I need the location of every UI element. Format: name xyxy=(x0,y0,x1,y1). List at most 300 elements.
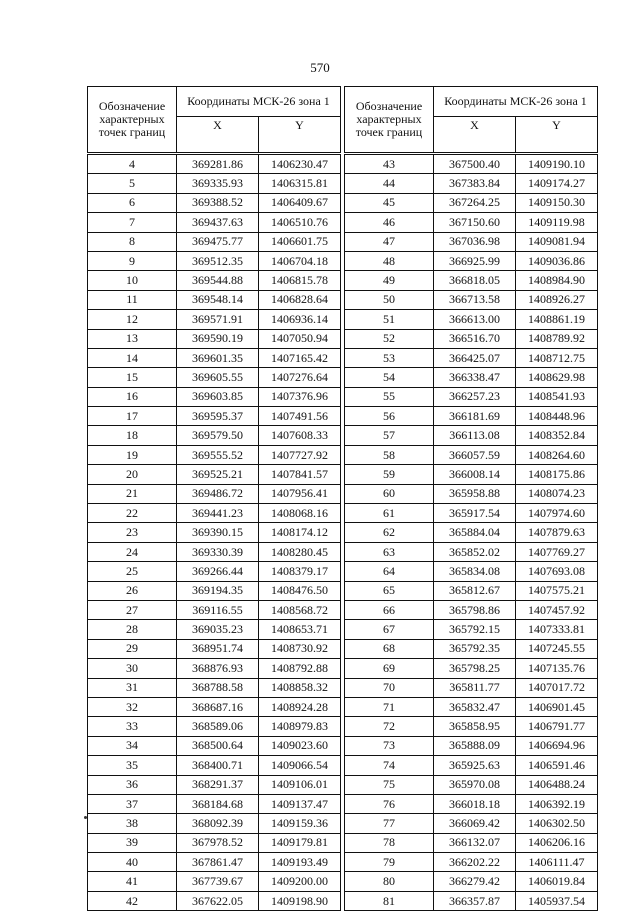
point-number-cell: 78 xyxy=(345,833,434,852)
y-value-cell: 1407245.55 xyxy=(516,639,598,658)
point-number-cell: 21 xyxy=(88,484,177,503)
point-number-cell: 55 xyxy=(345,387,434,406)
y-value-cell: 1408174.12 xyxy=(259,523,341,542)
point-number-cell: 47 xyxy=(345,232,434,251)
y-value-cell: 1406510.76 xyxy=(259,213,341,232)
table-row xyxy=(88,271,341,290)
point-number-cell: 48 xyxy=(345,251,434,270)
point-number-cell: 69 xyxy=(345,659,434,678)
y-value-cell: 1407693.08 xyxy=(516,562,598,581)
y-value-cell: 1409137.47 xyxy=(259,794,341,813)
point-number-cell: 61 xyxy=(345,504,434,523)
x-value-cell: 369512.35 xyxy=(177,251,259,270)
table-row xyxy=(88,193,341,212)
y-value-cell: 1408568.72 xyxy=(259,600,341,619)
y-value-cell: 1406704.18 xyxy=(259,251,341,270)
x-value-cell: 369579.50 xyxy=(177,426,259,445)
y-value-cell: 1409193.49 xyxy=(259,853,341,872)
point-number-cell: 70 xyxy=(345,678,434,697)
x-value-cell: 365811.77 xyxy=(434,678,516,697)
point-number-cell: 73 xyxy=(345,736,434,755)
point-number-cell: 54 xyxy=(345,368,434,387)
point-number-cell: 25 xyxy=(88,562,177,581)
table-row xyxy=(88,154,341,174)
table-row xyxy=(345,154,598,174)
table-row xyxy=(345,620,598,639)
point-number-cell: 51 xyxy=(345,310,434,329)
y-value-cell: 1409119.98 xyxy=(516,213,598,232)
y-value-cell: 1406694.96 xyxy=(516,736,598,755)
y-value-cell: 1406936.14 xyxy=(259,310,341,329)
point-number-cell: 38 xyxy=(88,814,177,833)
point-number-cell: 4 xyxy=(88,154,177,174)
point-number-cell: 35 xyxy=(88,756,177,775)
point-number-cell: 43 xyxy=(345,154,434,174)
x-value-cell: 368687.16 xyxy=(177,697,259,716)
table-row xyxy=(345,872,598,891)
table-row xyxy=(345,271,598,290)
y-value-cell: 1407017.72 xyxy=(516,678,598,697)
table-row xyxy=(345,484,598,503)
y-value-cell: 1407956.41 xyxy=(259,484,341,503)
x-value-cell: 365798.86 xyxy=(434,600,516,619)
x-value-cell: 366008.14 xyxy=(434,465,516,484)
point-number-cell: 65 xyxy=(345,581,434,600)
point-number-cell: 24 xyxy=(88,542,177,561)
y-value-cell: 1406019.84 xyxy=(516,872,598,891)
table-row xyxy=(345,581,598,600)
y-value-cell: 1408068.16 xyxy=(259,504,341,523)
y-value-cell: 1406601.75 xyxy=(259,232,341,251)
table-row xyxy=(345,232,598,251)
table-row xyxy=(345,814,598,833)
x-value-cell: 368291.37 xyxy=(177,775,259,794)
y-value-cell: 1408264.60 xyxy=(516,445,598,464)
table-row xyxy=(88,484,341,503)
y-value-cell: 1407727.92 xyxy=(259,445,341,464)
point-number-cell: 58 xyxy=(345,445,434,464)
table-row xyxy=(345,794,598,813)
point-number-cell: 39 xyxy=(88,833,177,852)
x-value-cell: 369035.23 xyxy=(177,620,259,639)
table-row xyxy=(345,310,598,329)
x-value-cell: 368788.58 xyxy=(177,678,259,697)
y-value-cell: 1407575.21 xyxy=(516,581,598,600)
x-value-cell: 365798.25 xyxy=(434,659,516,678)
x-value-cell: 369486.72 xyxy=(177,484,259,503)
y-value-cell: 1407769.27 xyxy=(516,542,598,561)
point-number-cell: 80 xyxy=(345,872,434,891)
y-value-cell: 1406230.47 xyxy=(259,154,341,174)
point-number-cell: 6 xyxy=(88,193,177,212)
table-row xyxy=(88,504,341,523)
point-number-cell: 31 xyxy=(88,678,177,697)
y-column-header: Y xyxy=(516,117,598,154)
x-value-cell: 365812.67 xyxy=(434,581,516,600)
x-value-cell: 368184.68 xyxy=(177,794,259,813)
x-value-cell: 367861.47 xyxy=(177,853,259,872)
point-number-cell: 62 xyxy=(345,523,434,542)
x-value-cell: 366425.07 xyxy=(434,348,516,367)
y-value-cell: 1409190.10 xyxy=(516,154,598,174)
table-row xyxy=(88,736,341,755)
table-row xyxy=(345,426,598,445)
x-value-cell: 365888.09 xyxy=(434,736,516,755)
y-value-cell: 1406315.81 xyxy=(259,174,341,193)
y-value-cell: 1406488.24 xyxy=(516,775,598,794)
point-number-cell: 79 xyxy=(345,853,434,872)
table-row xyxy=(88,697,341,716)
y-value-cell: 1408858.32 xyxy=(259,678,341,697)
table-row xyxy=(345,174,598,193)
table-row xyxy=(88,833,341,852)
x-value-cell: 366057.59 xyxy=(434,445,516,464)
x-value-cell: 366018.18 xyxy=(434,794,516,813)
point-number-cell: 81 xyxy=(345,891,434,910)
point-number-cell: 77 xyxy=(345,814,434,833)
table-row xyxy=(345,853,598,872)
y-value-cell: 1406111.47 xyxy=(516,853,598,872)
x-value-cell: 369571.91 xyxy=(177,310,259,329)
x-value-cell: 369475.77 xyxy=(177,232,259,251)
point-number-cell: 34 xyxy=(88,736,177,755)
x-value-cell: 369441.23 xyxy=(177,504,259,523)
x-value-cell: 365832.47 xyxy=(434,697,516,716)
page-number: 570 xyxy=(310,60,330,75)
point-number-cell: 44 xyxy=(345,174,434,193)
y-value-cell: 1407276.64 xyxy=(259,368,341,387)
x-value-cell: 368876.93 xyxy=(177,659,259,678)
y-value-cell: 1409200.00 xyxy=(259,872,341,891)
table-row xyxy=(88,407,341,426)
table-row xyxy=(88,174,341,193)
table-row xyxy=(88,775,341,794)
table-row xyxy=(88,872,341,891)
table-row xyxy=(88,523,341,542)
x-value-cell: 365792.35 xyxy=(434,639,516,658)
y-value-cell: 1407165.42 xyxy=(259,348,341,367)
table-body-left xyxy=(88,154,341,911)
point-number-cell: 67 xyxy=(345,620,434,639)
point-number-cell: 18 xyxy=(88,426,177,445)
point-number-cell: 22 xyxy=(88,504,177,523)
x-value-cell: 367150.60 xyxy=(434,213,516,232)
table-row xyxy=(88,562,341,581)
y-value-cell: 1407491.56 xyxy=(259,407,341,426)
point-number-cell: 9 xyxy=(88,251,177,270)
x-value-cell: 366818.05 xyxy=(434,271,516,290)
table-row xyxy=(88,387,341,406)
table-row xyxy=(345,717,598,736)
point-number-cell: 56 xyxy=(345,407,434,426)
x-value-cell: 366713.58 xyxy=(434,290,516,309)
y-value-cell: 1406828.64 xyxy=(259,290,341,309)
y-value-cell: 1408629.98 xyxy=(516,368,598,387)
y-value-cell: 1406409.67 xyxy=(259,193,341,212)
point-number-cell: 11 xyxy=(88,290,177,309)
table-row xyxy=(88,620,341,639)
point-number-cell: 12 xyxy=(88,310,177,329)
table-row xyxy=(345,678,598,697)
table-row xyxy=(88,891,341,910)
x-value-cell: 365792.15 xyxy=(434,620,516,639)
point-number-cell: 15 xyxy=(88,368,177,387)
x-value-cell: 369266.44 xyxy=(177,562,259,581)
point-number-cell: 27 xyxy=(88,600,177,619)
table-row xyxy=(345,387,598,406)
y-value-cell: 1409150.30 xyxy=(516,193,598,212)
coordinate-group-header: Координаты МСК-26 зона 1 xyxy=(434,87,598,117)
y-value-cell: 1408789.92 xyxy=(516,329,598,348)
point-number-cell: 46 xyxy=(345,213,434,232)
y-value-cell: 1408476.50 xyxy=(259,581,341,600)
point-number-cell: 53 xyxy=(345,348,434,367)
table-row xyxy=(88,290,341,309)
table-row xyxy=(88,717,341,736)
coordinates-table-right xyxy=(344,86,598,911)
point-number-cell: 36 xyxy=(88,775,177,794)
x-value-cell: 366357.87 xyxy=(434,891,516,910)
y-value-cell: 1407135.76 xyxy=(516,659,598,678)
x-value-cell: 365917.54 xyxy=(434,504,516,523)
point-number-cell: 26 xyxy=(88,581,177,600)
point-number-cell: 45 xyxy=(345,193,434,212)
x-value-cell: 366069.42 xyxy=(434,814,516,833)
y-value-cell: 1408926.27 xyxy=(516,290,598,309)
y-value-cell: 1409174.27 xyxy=(516,174,598,193)
y-value-cell: 1406791.77 xyxy=(516,717,598,736)
table-row xyxy=(88,445,341,464)
point-number-cell: 64 xyxy=(345,562,434,581)
table-row xyxy=(345,465,598,484)
table-row xyxy=(88,465,341,484)
table-row xyxy=(345,562,598,581)
table-row xyxy=(345,756,598,775)
x-value-cell: 369590.19 xyxy=(177,329,259,348)
y-value-cell: 1408541.93 xyxy=(516,387,598,406)
point-number-cell: 5 xyxy=(88,174,177,193)
y-value-cell: 1409179.81 xyxy=(259,833,341,852)
point-number-cell: 8 xyxy=(88,232,177,251)
x-value-cell: 365970.08 xyxy=(434,775,516,794)
table-row xyxy=(88,794,341,813)
x-value-cell: 366279.42 xyxy=(434,872,516,891)
y-value-cell: 1408280.45 xyxy=(259,542,341,561)
table-row xyxy=(345,251,598,270)
table-row xyxy=(345,445,598,464)
x-value-cell: 365884.04 xyxy=(434,523,516,542)
x-value-cell: 366925.99 xyxy=(434,251,516,270)
table-row xyxy=(88,542,341,561)
y-value-cell: 1407841.57 xyxy=(259,465,341,484)
x-value-cell: 369194.35 xyxy=(177,581,259,600)
x-value-cell: 368092.39 xyxy=(177,814,259,833)
table-row xyxy=(88,329,341,348)
point-number-cell: 32 xyxy=(88,697,177,716)
coordinate-group-header: Координаты МСК-26 зона 1 xyxy=(177,87,341,117)
x-value-cell: 369603.85 xyxy=(177,387,259,406)
coordinates-table-left xyxy=(87,86,341,911)
y-value-cell: 1408861.19 xyxy=(516,310,598,329)
point-number-cell: 57 xyxy=(345,426,434,445)
table-row xyxy=(88,756,341,775)
table-row xyxy=(88,678,341,697)
x-value-cell: 366516.70 xyxy=(434,329,516,348)
x-value-cell: 366113.08 xyxy=(434,426,516,445)
x-value-cell: 369595.37 xyxy=(177,407,259,426)
x-value-cell: 369555.52 xyxy=(177,445,259,464)
table-row xyxy=(345,290,598,309)
point-number-cell: 16 xyxy=(88,387,177,406)
scan-speck xyxy=(84,816,87,819)
x-value-cell: 369525.21 xyxy=(177,465,259,484)
x-value-cell: 368400.71 xyxy=(177,756,259,775)
table-row xyxy=(88,232,341,251)
x-value-cell: 365925.63 xyxy=(434,756,516,775)
x-value-cell: 369335.93 xyxy=(177,174,259,193)
y-value-cell: 1408924.28 xyxy=(259,697,341,716)
x-column-header: X xyxy=(434,117,516,154)
table-row xyxy=(345,504,598,523)
point-number-cell: 33 xyxy=(88,717,177,736)
table-row xyxy=(345,329,598,348)
x-value-cell: 369544.88 xyxy=(177,271,259,290)
point-number-cell: 13 xyxy=(88,329,177,348)
table-row xyxy=(345,659,598,678)
x-value-cell: 369548.14 xyxy=(177,290,259,309)
point-column-header: Обозначение характерных точек границ xyxy=(88,87,177,154)
x-value-cell: 366613.00 xyxy=(434,310,516,329)
y-value-cell: 1408352.84 xyxy=(516,426,598,445)
point-number-cell: 19 xyxy=(88,445,177,464)
y-value-cell: 1409198.90 xyxy=(259,891,341,910)
point-number-cell: 30 xyxy=(88,659,177,678)
point-number-cell: 71 xyxy=(345,697,434,716)
x-value-cell: 369601.35 xyxy=(177,348,259,367)
table-row xyxy=(88,310,341,329)
point-number-cell: 28 xyxy=(88,620,177,639)
table-row xyxy=(88,368,341,387)
table-row xyxy=(88,213,341,232)
x-value-cell: 368500.64 xyxy=(177,736,259,755)
y-value-cell: 1408653.71 xyxy=(259,620,341,639)
y-value-cell: 1408979.83 xyxy=(259,717,341,736)
table-row xyxy=(345,523,598,542)
y-value-cell: 1406206.16 xyxy=(516,833,598,852)
y-value-cell: 1409036.86 xyxy=(516,251,598,270)
point-column-header: Обозначение характерных точек границ xyxy=(345,87,434,154)
x-value-cell: 366181.69 xyxy=(434,407,516,426)
table-row xyxy=(88,581,341,600)
table-row xyxy=(88,853,341,872)
y-value-cell: 1407608.33 xyxy=(259,426,341,445)
x-value-cell: 369390.15 xyxy=(177,523,259,542)
point-number-cell: 63 xyxy=(345,542,434,561)
x-value-cell: 365834.08 xyxy=(434,562,516,581)
y-value-cell: 1408712.75 xyxy=(516,348,598,367)
table-row xyxy=(345,348,598,367)
x-value-cell: 369330.39 xyxy=(177,542,259,561)
x-value-cell: 368589.06 xyxy=(177,717,259,736)
point-number-cell: 66 xyxy=(345,600,434,619)
x-value-cell: 366202.22 xyxy=(434,853,516,872)
x-value-cell: 367622.05 xyxy=(177,891,259,910)
y-value-cell: 1408175.86 xyxy=(516,465,598,484)
table-row xyxy=(88,348,341,367)
point-number-cell: 50 xyxy=(345,290,434,309)
x-value-cell: 366338.47 xyxy=(434,368,516,387)
table-row xyxy=(345,600,598,619)
y-value-cell: 1409066.54 xyxy=(259,756,341,775)
point-number-cell: 52 xyxy=(345,329,434,348)
table-row xyxy=(88,659,341,678)
y-value-cell: 1408074.23 xyxy=(516,484,598,503)
point-number-cell: 72 xyxy=(345,717,434,736)
x-value-cell: 367500.40 xyxy=(434,154,516,174)
y-value-cell: 1407376.96 xyxy=(259,387,341,406)
table-row xyxy=(345,213,598,232)
y-value-cell: 1409081.94 xyxy=(516,232,598,251)
table-row xyxy=(345,697,598,716)
x-value-cell: 367383.84 xyxy=(434,174,516,193)
y-value-cell: 1408448.96 xyxy=(516,407,598,426)
x-value-cell: 367739.67 xyxy=(177,872,259,891)
x-value-cell: 367264.25 xyxy=(434,193,516,212)
point-number-cell: 49 xyxy=(345,271,434,290)
point-number-cell: 23 xyxy=(88,523,177,542)
x-value-cell: 366132.07 xyxy=(434,833,516,852)
point-number-cell: 17 xyxy=(88,407,177,426)
table-row xyxy=(345,775,598,794)
table-row xyxy=(345,368,598,387)
point-number-cell: 14 xyxy=(88,348,177,367)
table-row xyxy=(88,600,341,619)
y-value-cell: 1409106.01 xyxy=(259,775,341,794)
y-value-cell: 1406392.19 xyxy=(516,794,598,813)
point-number-cell: 7 xyxy=(88,213,177,232)
x-value-cell: 365958.88 xyxy=(434,484,516,503)
table-row xyxy=(88,814,341,833)
y-value-cell: 1406815.78 xyxy=(259,271,341,290)
point-number-cell: 37 xyxy=(88,794,177,813)
point-number-cell: 75 xyxy=(345,775,434,794)
table-row xyxy=(88,251,341,270)
y-value-cell: 1407879.63 xyxy=(516,523,598,542)
y-value-cell: 1407333.81 xyxy=(516,620,598,639)
table-row xyxy=(345,407,598,426)
y-column-header: Y xyxy=(259,117,341,154)
y-value-cell: 1408379.17 xyxy=(259,562,341,581)
point-number-cell: 59 xyxy=(345,465,434,484)
x-value-cell: 369437.63 xyxy=(177,213,259,232)
x-value-cell: 369605.55 xyxy=(177,368,259,387)
x-column-header: X xyxy=(177,117,259,154)
table-row xyxy=(345,193,598,212)
y-value-cell: 1408792.88 xyxy=(259,659,341,678)
y-value-cell: 1407974.60 xyxy=(516,504,598,523)
x-value-cell: 369116.55 xyxy=(177,600,259,619)
x-value-cell: 367978.52 xyxy=(177,833,259,852)
point-number-cell: 60 xyxy=(345,484,434,503)
table-row xyxy=(345,891,598,910)
y-value-cell: 1409159.36 xyxy=(259,814,341,833)
x-value-cell: 369388.52 xyxy=(177,193,259,212)
point-number-cell: 74 xyxy=(345,756,434,775)
y-value-cell: 1407457.92 xyxy=(516,600,598,619)
point-number-cell: 41 xyxy=(88,872,177,891)
y-value-cell: 1405937.54 xyxy=(516,891,598,910)
table-row xyxy=(345,542,598,561)
